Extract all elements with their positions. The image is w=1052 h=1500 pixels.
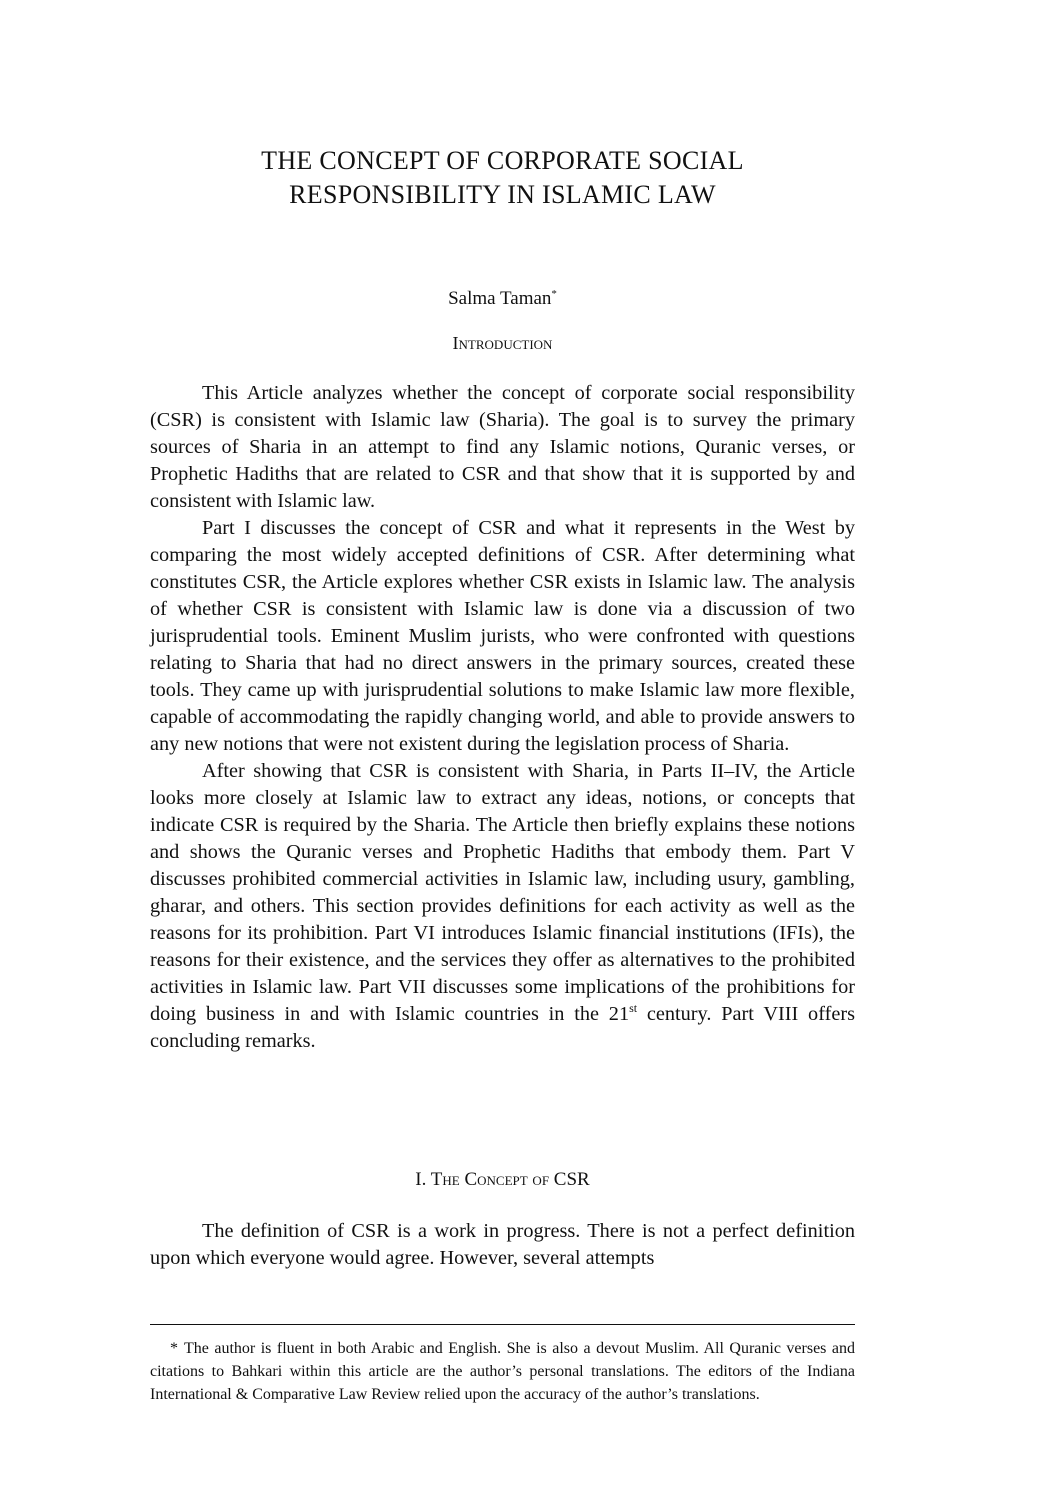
author-byline <box>150 282 855 311</box>
author-name: Salma Taman <box>448 288 552 309</box>
article-title-line-1: THE CONCEPT OF CORPORATE SOCIAL <box>261 146 744 175</box>
introduction-heading: Introduction <box>452 333 553 353</box>
ordinal-suffix: st <box>629 1001 638 1015</box>
footnote-mark: * <box>170 1340 178 1357</box>
document-page <box>150 0 855 1500</box>
paragraph-3-text: After showing that CSR is consistent with Sharia, in Parts II–IV, the Article looks more closely at Islamic law to extract any ideas, notions, or concepts that indicate CSR is required by the Sharia. The Article then briefly explains these notions and shows the Quranic verses and Prophetic Hadiths that embody them. Part V discusses prohibited commercial activities in Islamic law, including usury, gambling, gharar, and others. This section provides definitions for each activity as well as the reasons for its prohibition. Part VI introduces Islamic financial institutions (IFIs), the reasons for their existence, and the services they offer as alternatives to the prohibited activities in Islamic law. Part VII discusses some implications of the prohibitions for doing business in and with Islamic countries in the <box>150 760 855 1025</box>
introduction-body <box>150 380 855 1055</box>
introduction-paragraph-1: This Article analyzes whether the concept of corporate social responsibility (CSR) is consistent with Islamic law (Sharia). The goal is to survey the primary sources of Sharia in an attempt to find any Islamic notions, Quranic verses, or Prophetic Hadiths that are related to CSR and that show that it is supported by and consistent with Islamic law. <box>150 382 855 512</box>
footnote <box>150 1337 855 1406</box>
footnote-divider <box>150 1324 855 1325</box>
article-title <box>150 144 855 212</box>
section-1-heading: I. The Concept of CSR <box>415 1169 590 1190</box>
section-1-paragraph: The definition of CSR is a work in progress. There is not a perfect definition upon which everyone would agree. However, several attempts <box>150 1220 855 1269</box>
ordinal-number: 21 <box>608 1003 630 1025</box>
paragraph-3-tail: century. Part VIII offers concluding remarks. <box>150 1003 855 1052</box>
introduction-paragraph-3 <box>150 758 855 1055</box>
introduction-paragraph-2: Part I discusses the concept of CSR and what it represents in the West by comparing the most widely accepted definitions of CSR. After determining what constitutes CSR, the Article explores whether CSR exists in Islamic law. The analysis of whether CSR is consistent with Islamic law is done via a discussion of two jurisprudential tools. Eminent Muslim jurists, who were confronted with questions relating to Sharia that had no direct answers in the primary sources, created these tools. They came up with jurisprudential solutions to make Islamic law more flexible, capable of accommodating the rapidly changing world, and able to provide answers to any new notions that were not existent during the legislation process of Sharia. <box>150 517 855 755</box>
author-footnote-mark[interactable]: * <box>551 288 557 300</box>
footnote-text: The author is fluent in both Arabic and English. She is also a devout Muslim. All Quranic verses and citations to Bahkari within this article are the author’s personal translations. The editors of the Indiana International & Comparative Law Review relied upon the accuracy of the author’s translations. <box>150 1340 855 1403</box>
section-1-body <box>150 1218 855 1272</box>
article-title-line-2: RESPONSIBILITY IN ISLAMIC LAW <box>289 180 716 209</box>
